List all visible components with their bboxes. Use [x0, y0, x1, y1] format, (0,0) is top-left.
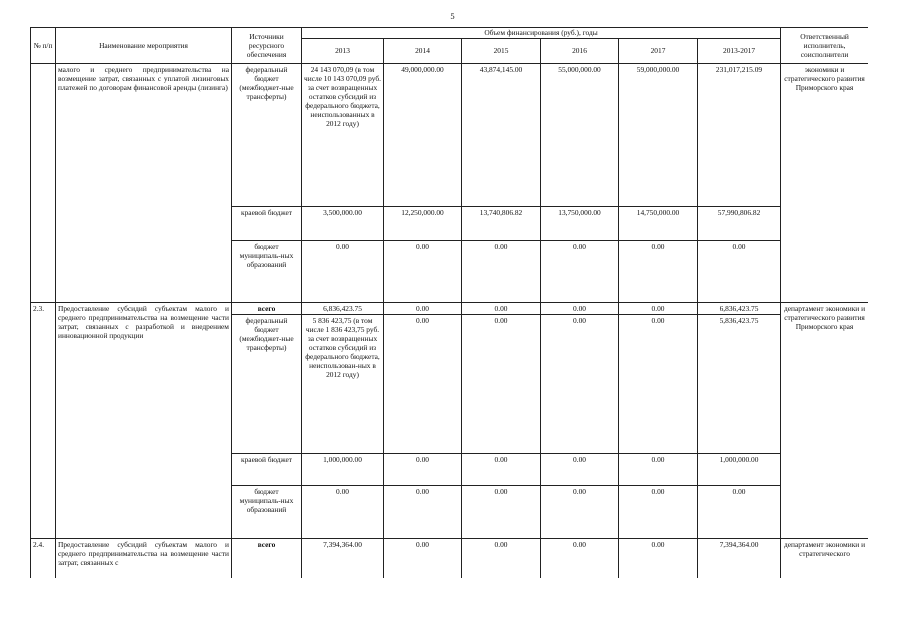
value-cell: 0.00 — [541, 539, 619, 578]
value-cell: 0.00 — [384, 241, 462, 303]
value-cell: 13,750,000.00 — [541, 207, 619, 241]
value-cell: 0.00 — [384, 539, 462, 578]
header-funding: Объем финансирования (руб.), годы — [302, 28, 781, 39]
value-cell: 6,836,423.75 — [302, 303, 384, 315]
item-number: 2.4. — [31, 539, 56, 578]
header-year: 2015 — [462, 39, 541, 64]
value-cell: 0.00 — [698, 241, 781, 303]
document-page — [30, 27, 868, 578]
value-cell: 49,000,000.00 — [384, 64, 462, 207]
value-cell: 0.00 — [541, 454, 619, 486]
table-row — [31, 539, 869, 578]
value-cell: 0.00 — [698, 486, 781, 539]
item-name: Предоставление субсидий субъектам малого и среднего предпринимательства на возмещение части затрат, связанных с разработкой и внедрением инновационной продукции — [56, 303, 232, 539]
value-cell: 59,000,000.00 — [619, 64, 698, 207]
header-year: 2014 — [384, 39, 462, 64]
value-cell: 0.00 — [462, 315, 541, 454]
value-cell: 0.00 — [541, 241, 619, 303]
value-cell: 0.00 — [462, 486, 541, 539]
item-number: 2.3. — [31, 303, 56, 539]
value-cell: 0.00 — [619, 241, 698, 303]
funding-source: всего — [232, 303, 302, 315]
value-cell: 0.00 — [619, 454, 698, 486]
item-name: малого и среднего предпринимательства на возмещение затрат, связанных с уплатой лизинговых платежей по договорам финансовой аренды (лизинга) — [56, 64, 232, 303]
value-cell: 0.00 — [384, 303, 462, 315]
value-cell: 7,394,364.00 — [698, 539, 781, 578]
header-year: 2013 — [302, 39, 384, 64]
header-year: 2016 — [541, 39, 619, 64]
value-cell: 5 836 423,75 (в том числе 1 836 423,75 руб. за счет возвращенных остатков субсидий из федерального бюджета, неиспользован-ных в 2012 году) — [302, 315, 384, 454]
value-cell: 0.00 — [619, 315, 698, 454]
value-cell: 0.00 — [541, 303, 619, 315]
funding-source: краевой бюджет — [232, 207, 302, 241]
value-cell: 0.00 — [462, 454, 541, 486]
table-row — [31, 303, 869, 315]
value-cell: 0.00 — [541, 486, 619, 539]
value-cell: 0.00 — [619, 539, 698, 578]
value-cell: 0.00 — [384, 315, 462, 454]
value-cell: 12,250,000.00 — [384, 207, 462, 241]
funding-source: федеральный бюджет (межбюджет-ные трансферты) — [232, 64, 302, 207]
value-cell: 0.00 — [302, 486, 384, 539]
value-cell: 55,000,000.00 — [541, 64, 619, 207]
funding-source: бюджет муниципаль-ных образований — [232, 241, 302, 303]
value-cell: 0.00 — [462, 303, 541, 315]
header-year: 2013-2017 — [698, 39, 781, 64]
header-year: 2017 — [619, 39, 698, 64]
value-cell: 0.00 — [619, 303, 698, 315]
value-cell: 13,740,806.82 — [462, 207, 541, 241]
header-responsible: Ответственный исполнитель, соисполнители — [781, 28, 868, 64]
funding-source: бюджет муниципаль-ных образований — [232, 486, 302, 539]
value-cell: 6,836,423.75 — [698, 303, 781, 315]
item-name: Предоставление субсидий субъектам малого и среднего предпринимательства на возмещение части затрат, связанных с — [56, 539, 232, 578]
value-cell: 0.00 — [462, 241, 541, 303]
value-cell: 0.00 — [384, 454, 462, 486]
value-cell: 0.00 — [302, 241, 384, 303]
table-row — [31, 64, 869, 207]
responsible-executor: экономики и стратегического развития Приморского края — [781, 64, 868, 303]
funding-source: федеральный бюджет (межбюджет-ные трансферты) — [232, 315, 302, 454]
value-cell: 0.00 — [619, 486, 698, 539]
responsible-executor: департамент экономики и стратегического — [781, 539, 868, 578]
value-cell: 0.00 — [384, 486, 462, 539]
value-cell: 5,836,423.75 — [698, 315, 781, 454]
value-cell: 1,000,000.00 — [698, 454, 781, 486]
page-number: 5 — [450, 11, 455, 21]
value-cell: 7,394,364.00 — [302, 539, 384, 578]
value-cell: 231,017,215.09 — [698, 64, 781, 207]
item-number — [31, 64, 56, 303]
value-cell: 57,990,806.82 — [698, 207, 781, 241]
value-cell: 1,000,000.00 — [302, 454, 384, 486]
responsible-executor: департамент экономики и стратегического развития Приморского края — [781, 303, 868, 539]
header-sources: Источники ресурсного обеспечения — [232, 28, 302, 64]
value-cell: 3,500,000.00 — [302, 207, 384, 241]
funding-source: краевой бюджет — [232, 454, 302, 486]
value-cell: 0.00 — [462, 539, 541, 578]
funding-source: всего — [232, 539, 302, 578]
value-cell: 24 143 070,09 (в том числе 10 143 070,09 руб. за счет возвращенных остатков субсидий из федерального бюджета, неиспользованных в 2012 году) — [302, 64, 384, 207]
funding-table — [30, 27, 868, 578]
header-name: Наименование мероприятия — [56, 28, 232, 64]
value-cell: 43,874,145.00 — [462, 64, 541, 207]
value-cell: 0.00 — [541, 315, 619, 454]
value-cell: 14,750,000.00 — [619, 207, 698, 241]
header-num: № п/п — [31, 28, 56, 64]
